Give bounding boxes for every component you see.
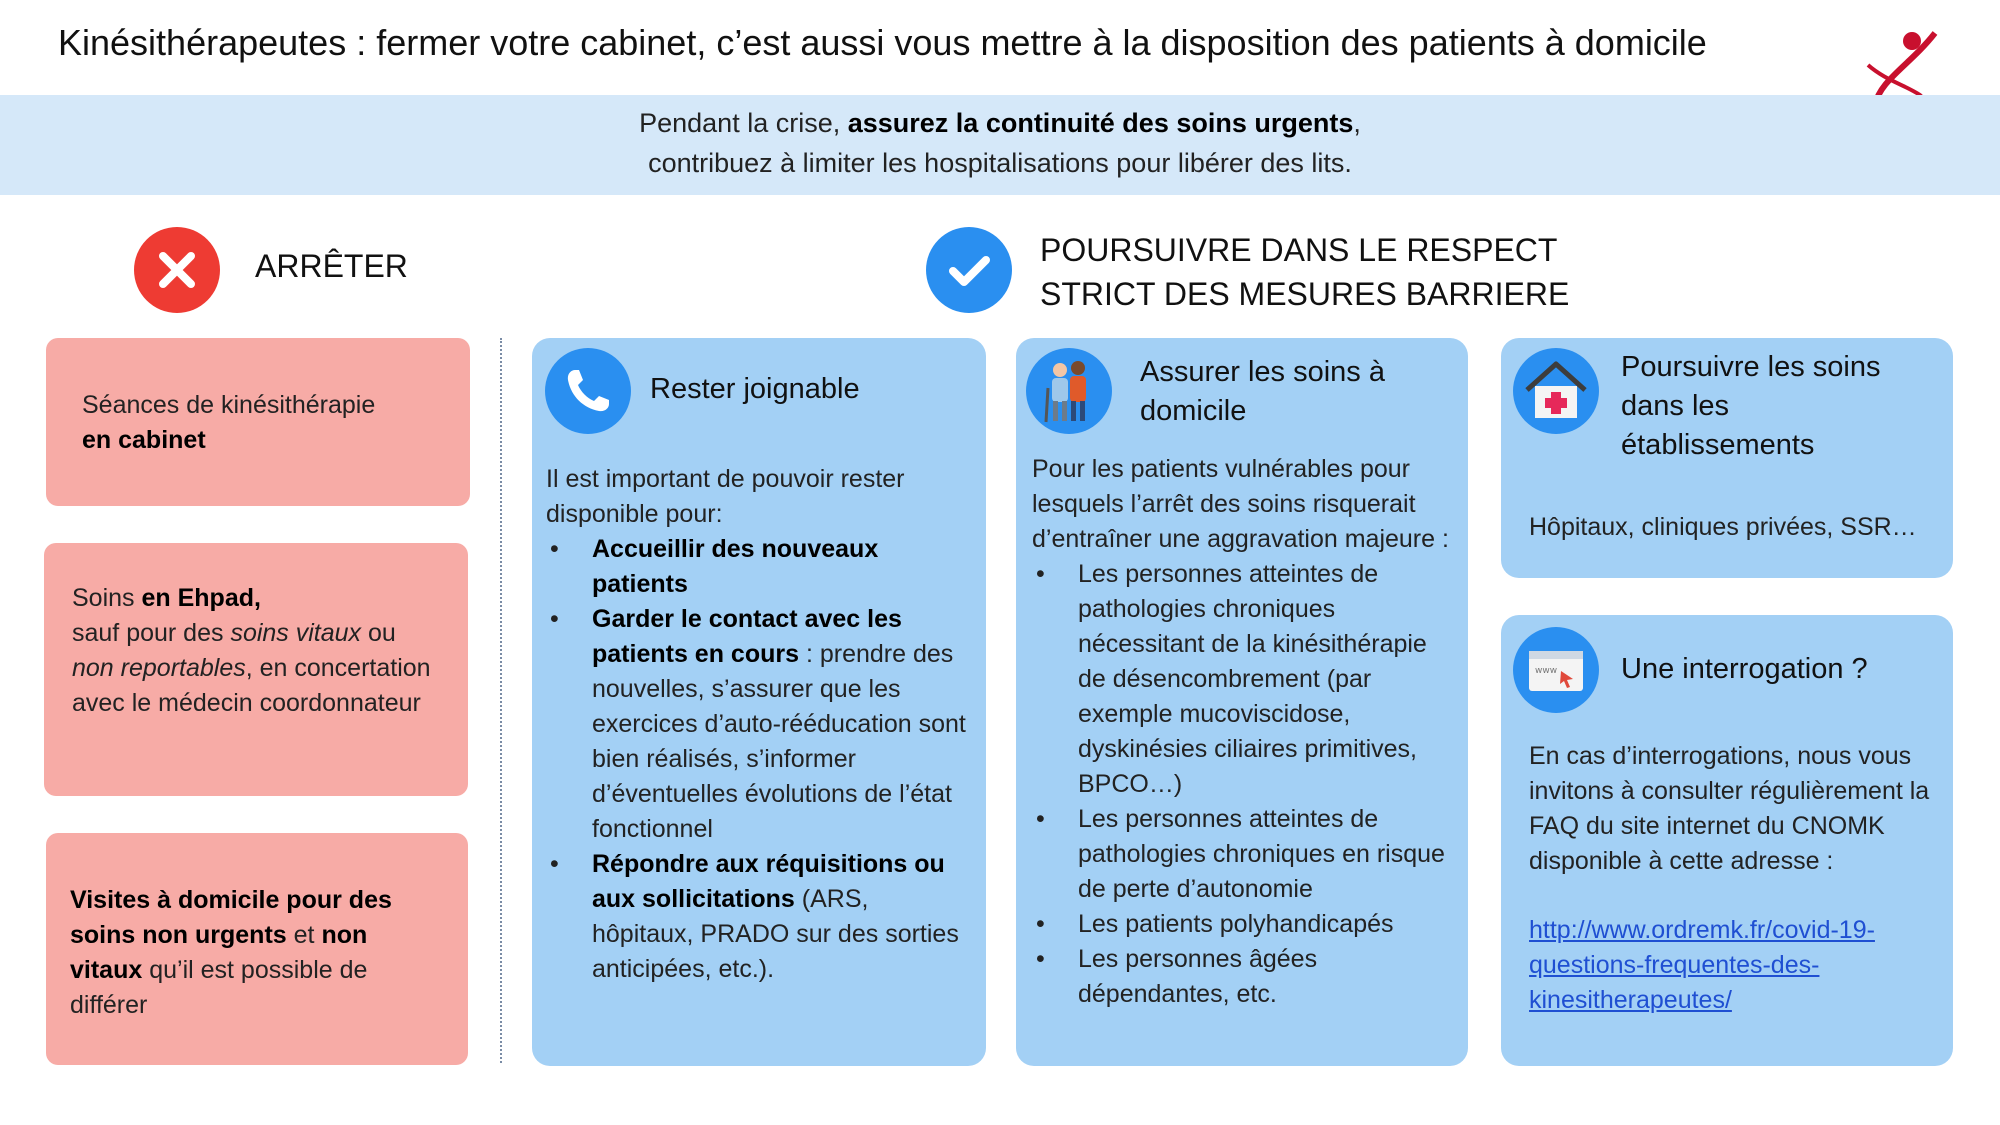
list-item: • Les personnes atteintes de pathologies chroniques nécessitant de la kinésithérapie de désencombrement (par exemple mucoviscidose, dyskinésies ciliaires primitives, BPCO…) <box>1032 557 1460 802</box>
card-soins-domicile <box>1016 338 1468 1066</box>
checkmark-icon <box>926 227 1012 313</box>
card-body: En cas d’interrogations, nous vous invitons à consulter régulièrement la FAQ du site internet du CNOMK disponible à cette adresse : http://www.ordremk.fr/covid-19- questions-frequentes-des- kinesitherapeutes/ <box>1529 742 1930 1014</box>
page-title: Kinésithérapeutes : fermer votre cabinet, c’est aussi vous mettre à la disposition des patients à domicile <box>58 22 1707 63</box>
banner-line-1: Pendant la crise, assurez la continuité des soins urgents, <box>639 108 1361 138</box>
card-title: Une interrogation ? <box>1621 653 1868 685</box>
card-body: Il est important de pouvoir rester disponible pour: • Accueillir des nouveaux patients • Garder le contact avec les patients en cours : prendre des nouvelles, s’assurer que les exercices d’auto-rééducation sont bien réalisés, s’informer d’éventuelles évolutions de l’état fonctionnel • Répondre aux réquisitions ou aux sollicitations (ARS, hôpitaux, PRADO sur des sorties anticipées, etc.). <box>546 462 976 987</box>
svg-text:www: www <box>1535 666 1558 676</box>
card-body: Pour les patients vulnérables pour lesquels l’arrêt des soins risquerait d’entraîner une aggravation majeure : • Les personnes atteintes de pathologies chroniques nécessitant de la kinésithérapie de désencombrement (par exemple mucoviscidose, dyskinésies ciliaires primitives, BPCO…) • Les personnes atteintes de pathologies chroniques en risque de perte d’autonomie • Les patients polyhandicapés • Les personnes âgées dépendantes, etc. <box>1032 452 1460 1012</box>
close-icon <box>134 227 220 313</box>
card-title: Assurer les soins à domicile <box>1140 356 1385 427</box>
column-divider <box>500 338 502 1063</box>
stop-item-visites: Visites à domicile pour des soins non urgents et non vitaux qu’il est possible de différer <box>46 833 468 1065</box>
phone-icon <box>545 348 631 434</box>
banner-line-2: contribuez à limiter les hospitalisations pour libérer des lits. <box>648 148 1352 178</box>
card-title: Rester joignable <box>650 373 860 405</box>
stop-item-ehpad: Soins en Ehpad, sauf pour des soins vitaux ou non reportables, en concertation avec le médecin coordonnateur <box>44 543 468 796</box>
card-title: Poursuivre les soins dans les établissements <box>1621 351 1881 461</box>
caregiver-icon <box>1026 348 1112 434</box>
continue-heading: POURSUIVRE DANS LE RESPECT STRICT DES MESURES BARRIERE <box>1040 232 1570 312</box>
list-item: • Les personnes atteintes de pathologies chroniques en risque de perte d’autonomie <box>1032 802 1460 907</box>
card-body: Hôpitaux, cliniques privées, SSR… <box>1529 513 1917 541</box>
web-browser-icon <box>1513 627 1599 713</box>
faq-link[interactable]: http://www.ordremk.fr/covid-19- questions-frequentes-des- kinesitherapeutes/ <box>1529 916 1875 1014</box>
card-etablissements <box>1501 338 1953 578</box>
card-interrogation <box>1501 615 1953 1066</box>
banner <box>0 95 2000 195</box>
stop-item-cabinet: Séances de kinésithérapie en cabinet <box>46 338 470 506</box>
card-rester-joignable <box>532 338 986 1066</box>
list-item: • Les patients polyhandicapés <box>1032 907 1460 942</box>
stop-heading: ARRÊTER <box>255 248 408 284</box>
list-item: • Les personnes âgées dépendantes, etc. <box>1032 942 1460 1012</box>
hospital-icon <box>1513 348 1599 434</box>
